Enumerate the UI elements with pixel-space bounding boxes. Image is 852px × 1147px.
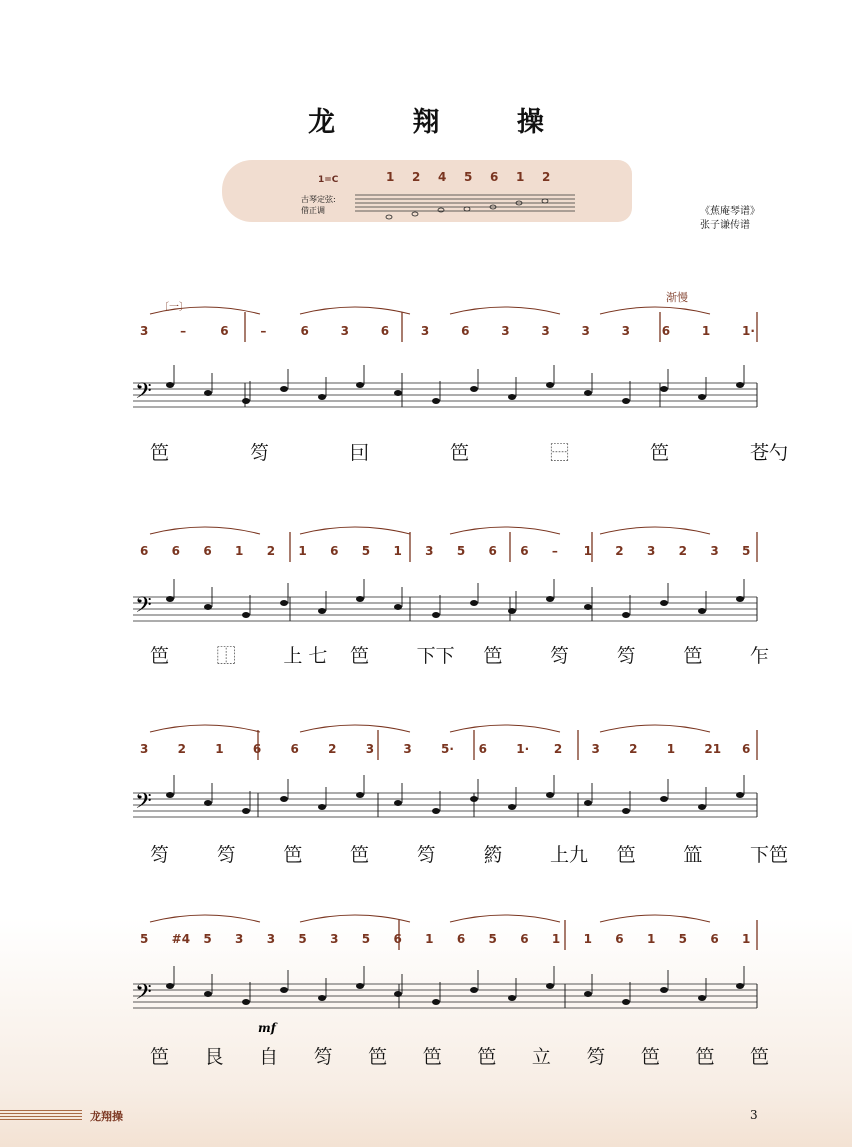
jianpu-note: 1 [551,932,561,946]
jianpu-note: 5 [678,932,687,946]
jianpu-note: 1· [516,742,530,756]
note-head [356,792,364,798]
tab-char: 笆 [150,442,170,464]
page-title: 龙 翔 操 [308,107,578,138]
jianpu-note: 6 [252,742,262,756]
note-head [736,596,744,602]
jianpu-note: 6 [710,932,719,946]
system-3 [133,725,757,819]
tuning-number: 6 [490,170,499,184]
tab-char: 笆 [350,844,370,866]
tab-char: 笉 [216,844,236,866]
source-transmitter: 张子谦传谱 [700,220,750,231]
note-head [394,800,402,806]
slur-arc [150,307,260,314]
tab-char: 上九 [550,844,589,866]
bass-clef-icon: 𝄢 [135,789,152,819]
jianpu-note: 5 [456,544,466,558]
note-head [698,394,706,400]
jianpu-note: 3 [403,742,412,756]
tab-char: 笆 [368,1046,388,1068]
tab-char: 笆 [150,1046,170,1068]
tab-char: ⿱ [550,442,570,464]
slur-arc [450,725,560,732]
tab-char: 上 七 [283,645,328,667]
tuning-number: 2 [542,170,551,184]
tablature-row-4 [0,1042,852,1072]
jianpu-note: 3 [425,544,434,558]
tab-char: 笉 [313,1046,333,1068]
jianpu-note: 6 [290,742,299,756]
jianpu-note: 6 [661,324,671,338]
section-label: 〔一〕 [159,302,189,313]
tab-char: 笽 [683,844,703,866]
jianpu-note: 1· [742,324,755,338]
jianpu-note: 3 [420,324,430,338]
jianpu-note: 3 [235,932,244,946]
tab-char: 笆 [640,1046,660,1068]
jianpu-note: 3 [541,324,550,338]
page-number: 3 [750,1108,758,1122]
tab-char: 笉 [416,844,436,866]
slur-arc [300,725,410,732]
tab-char: 笆 [283,844,303,866]
note-head [318,394,326,400]
jianpu-note: 6 [478,742,487,756]
jianpu-note: 6 [380,324,390,338]
note-head [432,398,440,404]
source-book: 《蕉庵琴谱》 [700,206,760,217]
note-head [546,792,554,798]
jianpu-note: 6 [171,544,181,558]
note-head [660,386,668,392]
tab-char: 笆 [683,645,703,667]
note-head [166,792,174,798]
jianpu-note: 3 [330,932,339,946]
jianpu-note: 2 [678,544,687,558]
tuning-staff [355,195,575,211]
jianpu-note: 2 [177,742,186,756]
note-head [394,604,402,610]
note-head [622,398,630,404]
tablature-row-2 [0,641,852,671]
jianpu-note: 3 [365,742,375,756]
note-head [698,995,706,1001]
note-head [318,608,326,614]
slur-arc [150,527,260,534]
note-head [280,600,288,606]
note-head [584,800,592,806]
jianpu-note: 3 [140,742,149,756]
bass-clef-icon: 𝄢 [135,980,152,1010]
tablature-row-3 [0,840,852,870]
jianpu-note: 6 [520,932,529,946]
note-head [546,596,554,602]
key-signature: 1=C [318,175,339,185]
note-head [584,390,592,396]
tuning-numbers [386,170,550,184]
tab-char: 下笆 [750,844,789,866]
tempo-mark: 渐慢 [666,291,688,304]
note-head [622,612,630,618]
tab-char: 乍 [750,645,770,667]
jianpu-note: 6 [488,544,497,558]
tab-char: 笆 [483,645,503,667]
note-head [622,808,630,814]
jianpu-note: – [551,544,558,558]
tab-char: 囙 [350,442,370,464]
note-head [470,600,478,606]
system-4 [133,915,757,1010]
jianpu-note: 3 [501,324,510,338]
jianpu-note: 1 [583,932,592,946]
tab-char: 笆 [150,645,170,667]
note-head [660,796,668,802]
jianpu-note: 5 [488,932,497,946]
jianpu-note: 6 [300,324,309,338]
jianpu-note: 3 [340,324,350,338]
slur-arc [300,307,410,314]
note-head [584,991,592,997]
note-head [356,983,364,989]
tab-char: 笆 [477,1046,497,1068]
jianpu-note: 1 [666,742,676,756]
slur-arc [300,527,410,534]
slur-arc [450,915,560,922]
note-head [508,804,516,810]
jianpu-note: 1 [215,742,224,756]
jianpu-note: 5 [742,544,751,558]
note-head [280,386,288,392]
jianpu-note: 5· [441,742,454,756]
jianpu-note: 6 [330,544,339,558]
note-head [508,394,516,400]
note-head [204,390,212,396]
bass-clef-icon: 𝄢 [135,379,152,409]
note-head [546,983,554,989]
jianpu-note: 5 [361,544,371,558]
jianpu-note: 3 [266,932,276,946]
note-head [660,600,668,606]
jianpu-note: 6 [461,324,470,338]
tab-char: 笉 [250,442,270,464]
dynamic-mf: mf [258,1021,276,1035]
slur-arc [600,527,710,534]
note-head [546,382,554,388]
note-head [736,792,744,798]
tab-char: 下下 [416,645,455,667]
jianpu-note: 6 [520,544,529,558]
tuning-number: 1 [516,170,525,184]
jianpu-note: 1 [583,544,592,558]
footer-decoration [0,1110,82,1122]
jianpu-note: 5 [140,932,149,946]
tab-char: 艮 [204,1046,224,1068]
jianpu-note: 6 [140,544,149,558]
note-head [166,596,174,602]
footer-title: 龙翔操 [90,1110,123,1123]
note-head [508,995,516,1001]
tab-char: 笆 [695,1046,715,1068]
jianpu-note: 1 [701,324,711,338]
system-2 [133,527,757,623]
tuning-number: 4 [438,170,447,184]
note-head [356,596,364,602]
note-head [204,991,212,997]
tuning-notes [386,199,548,219]
tuning-mode: 借正调 [301,206,325,215]
jianpu-note: 6 [615,932,624,946]
system-1 [133,307,757,409]
jianpu-note: 3 [621,324,630,338]
tab-char: 笉 [550,645,570,667]
jianpu-note: 21 [704,742,722,756]
note-head [508,608,516,614]
note-head [432,612,440,618]
jianpu-note: #4 [171,932,191,946]
note-head [166,983,174,989]
note-head [432,808,440,814]
jianpu-note: 6 [220,324,229,338]
tab-char: ⿰ [216,645,236,667]
note-head [584,604,592,610]
note-head [698,804,706,810]
note-head [432,999,440,1005]
jianpu-note: 3 [581,324,590,338]
note-head [736,983,744,989]
jianpu-note: 3 [646,544,656,558]
jianpu-note: 5 [298,932,307,946]
tab-char: 苍勺 [750,442,789,464]
tab-char: 笉 [616,645,636,667]
slur-arc [600,725,710,732]
tab-char: 箹 [483,844,503,866]
tuning-label: 古琴定弦: [301,195,336,204]
note-head [280,796,288,802]
tab-char: 笆 [750,1046,770,1068]
tab-char: 自 [259,1046,279,1068]
slur-arc [600,915,710,922]
note-head [242,612,250,618]
jianpu-note: 6 [393,932,402,946]
jianpu-note: 2 [328,742,337,756]
jianpu-note: 6 [742,742,751,756]
slur-arc [600,307,710,314]
note-head [470,987,478,993]
note-head [470,796,478,802]
tab-char: 立 [531,1046,551,1068]
note-head [166,382,174,388]
note-head [204,800,212,806]
note-head [280,987,288,993]
jianpu-note: 5 [361,932,371,946]
tab-char: 笆 [422,1046,442,1068]
jianpu-note: 1 [298,544,307,558]
note-head [318,995,326,1001]
note-head [318,804,326,810]
tab-char: 笆 [616,844,636,866]
tab-char: 笉 [586,1046,606,1068]
note-head [242,808,250,814]
note-head [698,608,706,614]
jianpu-note: – [180,324,187,338]
jianpu-note: 3 [591,742,600,756]
jianpu-note: 2 [553,742,563,756]
note-head [204,604,212,610]
jianpu-note: – [260,324,267,338]
jianpu-note: 1 [235,544,244,558]
note-head [622,999,630,1005]
note-head [736,382,744,388]
slur-arc [150,725,260,732]
jianpu-note: 2 [629,742,638,756]
jianpu-note: 3 [710,544,719,558]
jianpu-note: 5 [203,932,212,946]
jianpu-note: 1 [646,932,656,946]
jianpu-note: 6 [456,932,466,946]
tuning-number: 2 [412,170,421,184]
note-head [242,999,250,1005]
jianpu-note: 6 [203,544,212,558]
slur-arc [450,307,560,314]
jianpu-note: 2 [266,544,276,558]
tab-char: 笆 [450,442,470,464]
jianpu-note: 1 [393,544,402,558]
note-head [242,398,250,404]
tablature-row-1 [0,438,852,468]
note-head [394,991,402,997]
tuning-number: 5 [464,170,473,184]
note-head [356,382,364,388]
note-head [470,386,478,392]
score-systems [133,307,757,1035]
tab-char: 笆 [650,442,670,464]
note-head [660,987,668,993]
jianpu-note: 1 [742,932,751,946]
jianpu-note: 1 [425,932,434,946]
jianpu-note: 2 [615,544,624,558]
bass-clef-icon: 𝄢 [135,593,152,623]
tuning-number: 1 [386,170,395,184]
slur-arc [150,915,260,922]
tab-char: 笉 [150,844,170,866]
slur-arc [450,527,560,534]
tab-char: 笆 [350,645,370,667]
jianpu-note: 3 [140,324,149,338]
note-head [394,390,402,396]
slur-arc [300,915,410,922]
